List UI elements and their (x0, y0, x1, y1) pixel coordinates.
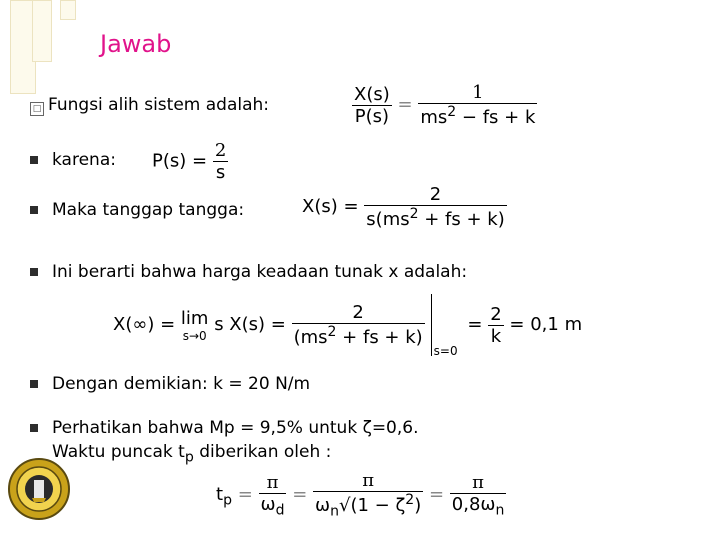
line-text: Perhatikan bahwa Mp = 9,5% untuk ζ=0,6. (52, 418, 419, 438)
equation-step-response: X(s) = $\frac{2}{s(ms^2 + fs + k)}$ (302, 184, 505, 230)
line-text: Maka tanggap tangga: (52, 200, 245, 220)
equation-input: P(s) = $\frac{2}{s}$ (152, 140, 227, 183)
line-overshoot (30, 418, 419, 438)
line-text: Dengan demikian: k = 20 N/m (52, 374, 311, 394)
checkbox-icon: □ (30, 102, 44, 116)
line-peak-time: Waktu puncak $t_p$ diberikan oleh : (52, 442, 332, 466)
line-text: Ini berarti bahwa harga keadaan tunak x adalah: (52, 262, 468, 282)
line-spring-constant (30, 374, 310, 394)
equation-final-value: X(∞) = lim s→0 s X(s) = $\frac{2}{(ms^2 + fs + k)}$ s=0 = $\frac{2}{k}$ = 0,1 m (113, 294, 582, 356)
bullet-icon (30, 156, 38, 164)
equation-peak-time: $t_p$ = $\frac{\pi}{\omega_d}$ = $\frac{\pi}{\omega_n√(1 - \zeta^2)}$ = $\frac{\pi}{0,8\omega_n}$ (216, 470, 505, 520)
university-seal-icon (8, 458, 70, 520)
line-step-response (30, 200, 244, 220)
line-karena (30, 150, 116, 170)
line-steady-state (30, 262, 467, 282)
line-text: karena: (52, 150, 116, 170)
decor-bar (60, 0, 76, 20)
bullet-icon (30, 380, 38, 388)
line-text: Fungsi alih sistem adalah: (48, 95, 270, 115)
equation-transfer-function: $\frac{X(s)}{P(s)}$ = $\frac{1}{ms^2 - fs + k}$ (354, 82, 536, 128)
line-transfer-function (30, 95, 269, 116)
slide-title: Jawab (100, 30, 172, 58)
bullet-icon (30, 268, 38, 276)
bullet-icon (30, 424, 38, 432)
bullet-icon (30, 206, 38, 214)
decor-bar (32, 0, 52, 62)
